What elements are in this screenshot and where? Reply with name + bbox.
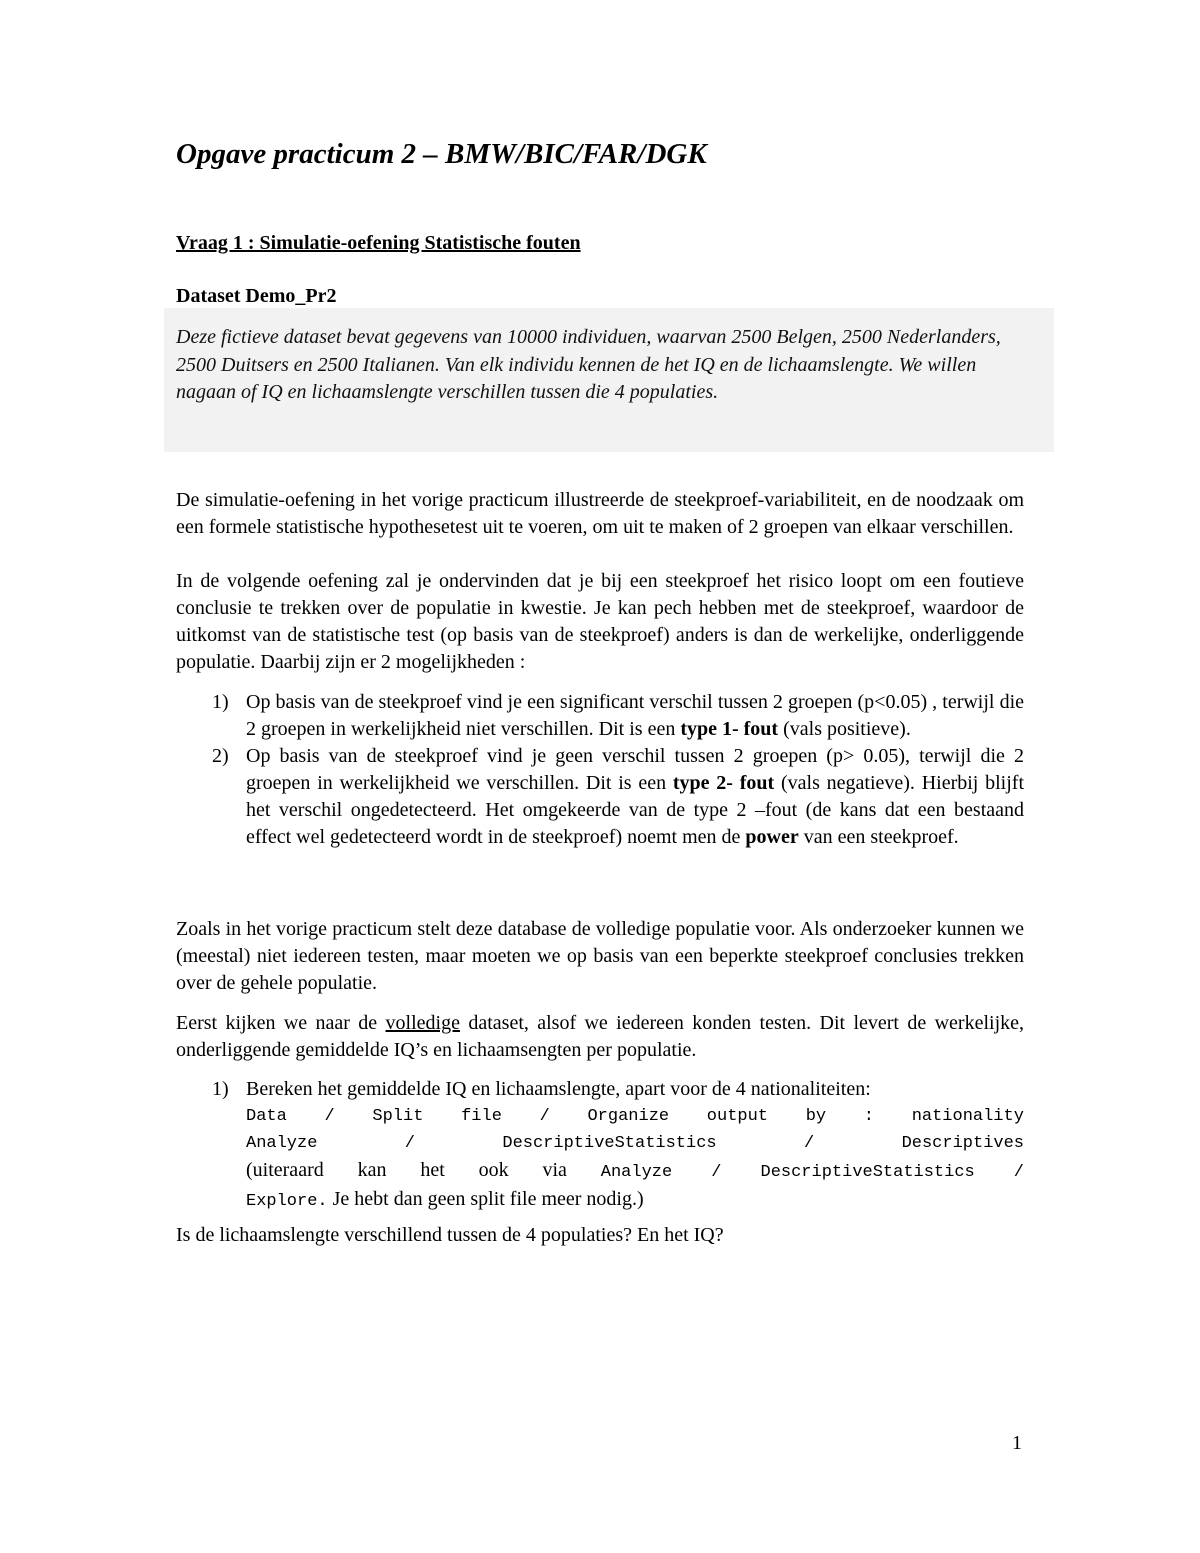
paragraph-errors: In de volgende oefening zal je ondervinden dat je bij een steekproef het risico loopt om een foutieve conclusie te trekken over de populatie in kwestie. Je kan pech hebben met de steekproef, waardoor de uitkomst van de statistische test (op basis van de steekproef) anders is dan de werkelijke, onderliggende populatie. Daarbij zijn er 2 mogelijkheden : (176, 570, 1024, 673)
paragraph-intro: De simulatie-oefening in het vorige practicum illustreerde de steekproef-variabiliteit, en de noodzaak om een formele statistische hypothesetest uit te voeren, om uit te maken of 2 groepen van elkaar verschillen. (176, 489, 1024, 538)
code-token: DescriptiveStatistics (502, 1134, 717, 1153)
code-token: Descriptives (901, 1134, 1024, 1153)
question-heading: Vraag 1 : Simulatie-oefening Statistische fouten (176, 232, 581, 254)
underlined-word: volledige (385, 1012, 460, 1034)
code-line-descriptives (246, 1130, 1024, 1157)
code-token: output (706, 1107, 769, 1126)
dataset-description: Deze fictieve dataset bevat gegevens van 10000 individuen, waarvan 2500 Belgen, 2500 Nederlanders, 2500 Duitsers en 2500 Italianen. Van elk individu kennen de het IQ en de lichaamslengte. We willen nagaan of IQ en lichaamslengte verschillen tussen die 4 populaties. (176, 326, 1001, 403)
dataset-description-box (164, 308, 1054, 452)
paragraph-full-dataset (176, 1010, 1024, 1064)
instruction-text: Je hebt dan geen split file meer nodig.) (327, 1188, 644, 1210)
code-token: Analyze (246, 1134, 318, 1153)
list-text: (vals positieve). (778, 718, 911, 740)
code-inline: Explore. (246, 1192, 328, 1211)
paragraph-text: dataset, alsof we iedereen konden testen. Dit levert de werkelijke, onderliggende gemiddelde IQ’s en lichaamsengten per populatie. (176, 1012, 1025, 1061)
instruction-text: Bereken het gemiddelde IQ en lichaamslengte, apart voor de 4 nationaliteiten: (246, 1078, 871, 1100)
code-token: Organize (587, 1107, 670, 1126)
list-text: (vals negatieve). Hierbij blijft het verschil ongedetecteerd. Het omgekeerde van de type 2 –fout (de kans dat een bestaand effect wel gedetecteerd wordt in de steekproef) noemt men de (246, 772, 1025, 848)
code-token: by (805, 1107, 827, 1126)
document-title: Opgave practicum 2 – BMW/BIC/FAR/DGK (176, 138, 707, 170)
closing-question: Is de lichaamslengte verschillend tussen de 4 populaties? En het IQ? (176, 1224, 724, 1246)
list-number: 1) (212, 691, 229, 713)
alternative-line-end (246, 1186, 1024, 1215)
code-token: / (539, 1107, 550, 1126)
code-token: / (804, 1134, 815, 1153)
paragraph-population: Zoals in het vorige practicum stelt deze database de volledige populatie voor. Als onderzoeker kunnen we (meestal) niet iedereen testen, maar moeten we op basis van een beperkte steekproef conclusies trekken over de gehele populatie. (176, 918, 1024, 994)
paragraph-text: Eerst kijken we naar de (176, 1012, 386, 1034)
code-token: / (324, 1107, 335, 1126)
alternative-line (246, 1157, 1024, 1186)
code-token: nationality (911, 1107, 1024, 1126)
instruction-text: (uiteraard kan het ook via (246, 1159, 601, 1181)
list-text: Op basis van de steekproef vind je een significant verschil tussen 2 groepen (p<0.05) , terwijl die 2 groepen in werkelijkheid niet verschillen. Dit is een (246, 691, 1024, 740)
list-text: van een steekproef. (798, 826, 959, 848)
bold-term: type 1- fout (680, 718, 779, 740)
bold-term: type 2- fout (672, 772, 775, 794)
list-item-type1 (176, 689, 1024, 743)
list-number: 2) (212, 745, 229, 767)
list-text: Op basis van de steekproef vind je geen verschil tussen 2 groepen (p> 0.05), terwijl die 2 groepen in werkelijkheid we verschillen. Dit is een (246, 745, 1024, 794)
list-item-instruction (176, 1076, 1024, 1215)
instructions-list (176, 1076, 1024, 1215)
code-token: : (863, 1107, 874, 1126)
list-item-type2 (176, 743, 1024, 851)
error-types-list (176, 689, 1024, 851)
code-token: Split (372, 1107, 424, 1126)
page-number: 1 (1012, 1432, 1022, 1454)
code-token: Data (246, 1107, 287, 1126)
code-token: / (404, 1134, 415, 1153)
bold-term: power (745, 826, 799, 848)
code-line-split-file (246, 1103, 1024, 1130)
list-number: 1) (212, 1078, 229, 1100)
dataset-heading: Dataset Demo_Pr2 (176, 285, 337, 307)
code-token: file (461, 1107, 502, 1126)
code-inline: Analyze / DescriptiveStatistics / (600, 1163, 1024, 1182)
